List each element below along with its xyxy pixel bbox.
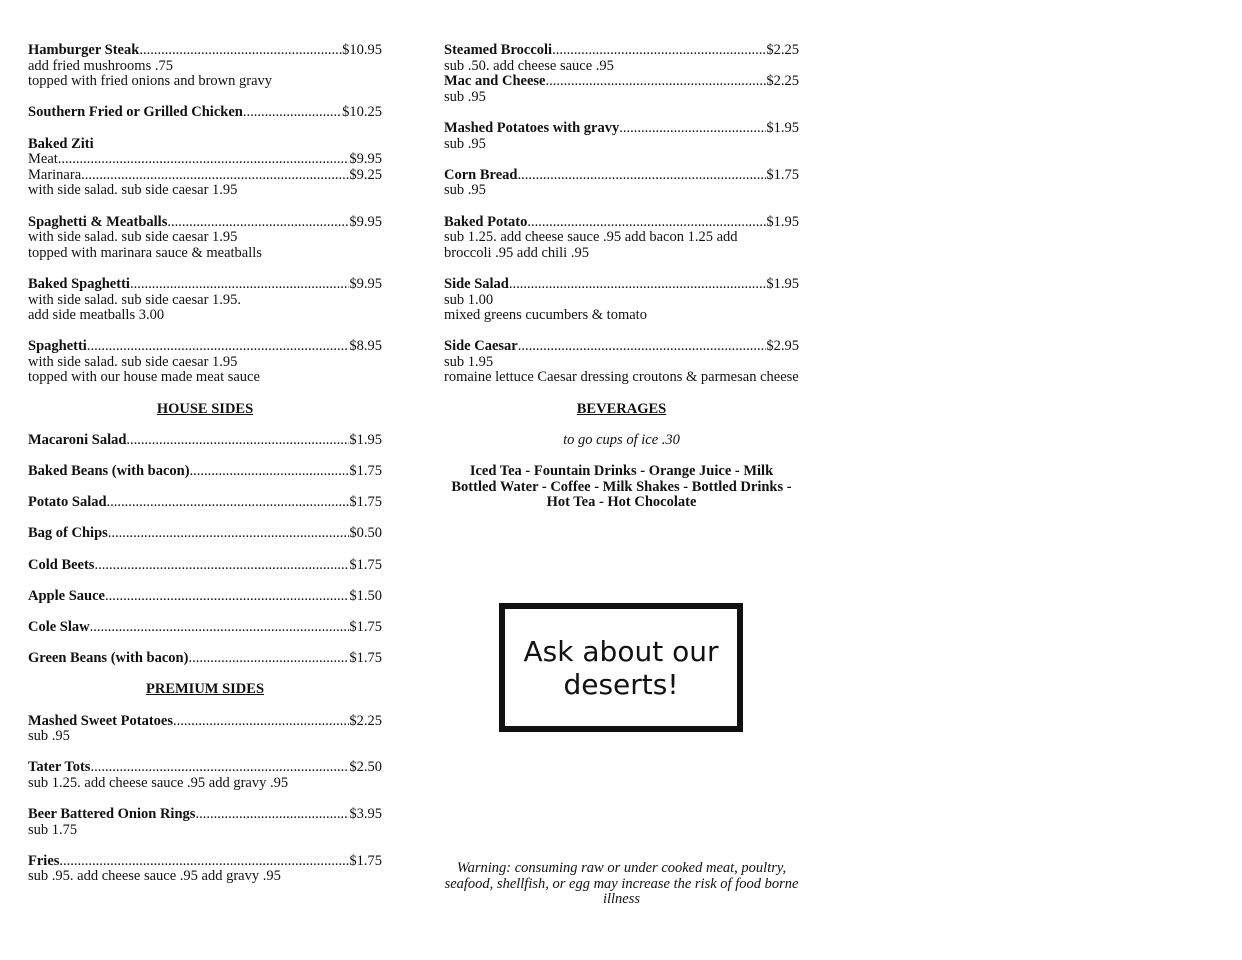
side-mashed-potatoes bbox=[444, 121, 799, 152]
dot-leader bbox=[188, 651, 349, 667]
item-note: mixed greens cucumbers & tomato bbox=[444, 307, 647, 324]
item-note: sub .95. add cheese sauce .95 add gravy .95 bbox=[28, 868, 281, 885]
side-green-beans bbox=[28, 651, 382, 667]
item-price: $1.75 bbox=[349, 556, 382, 573]
dot-leader bbox=[509, 277, 767, 293]
item-price: $1.75 bbox=[349, 650, 382, 667]
side-steamed-broccoli bbox=[444, 43, 799, 74]
item-price: $2.25 bbox=[766, 73, 799, 90]
side-mashed-sweet-potatoes bbox=[28, 714, 382, 745]
item-price: $0.50 bbox=[349, 525, 382, 542]
left-menu-column bbox=[28, 43, 382, 901]
item-price: $1.95 bbox=[766, 275, 799, 292]
item-name: Beer Battered Onion Rings bbox=[28, 806, 196, 823]
desert-callout-box bbox=[499, 603, 743, 732]
item-name: Spaghetti bbox=[28, 338, 87, 355]
item-price: $2.95 bbox=[766, 338, 799, 355]
item-price: $1.50 bbox=[349, 587, 382, 604]
dot-leader bbox=[58, 152, 350, 168]
beverages-list: Iced Tea - Fountain Drinks - Orange Juice - Milk Bottled Water - Coffee - Milk Shakes - Bottled Drinks - Hot Tea - Hot Chocolate bbox=[451, 463, 792, 511]
item-name: Baked Ziti bbox=[28, 135, 94, 152]
item-price: $8.95 bbox=[349, 338, 382, 355]
food-safety-warning: Warning: consuming raw or under cooked meat, poultry, seafood, shellfish, or egg may increase the risk of food borne illness bbox=[444, 860, 799, 908]
item-note: with side salad. sub side caesar 1.95 bbox=[28, 182, 238, 199]
item-note: sub .95 bbox=[444, 182, 486, 199]
item-name: Baked Potato bbox=[444, 213, 528, 230]
item-price: $1.95 bbox=[349, 431, 382, 448]
item-name: Fries bbox=[28, 852, 60, 869]
item-note: sub .95 bbox=[444, 135, 486, 152]
menu-item-baked-spaghetti bbox=[28, 277, 382, 324]
side-fries bbox=[28, 854, 382, 885]
side-cole-slaw bbox=[28, 620, 382, 636]
item-price: $1.75 bbox=[349, 463, 382, 480]
item-name: Apple Sauce bbox=[28, 587, 105, 604]
dot-leader bbox=[87, 339, 350, 355]
item-name: Green Beans (with bacon) bbox=[28, 650, 189, 667]
item-note: sub 1.25. add cheese sauce .95 add bacon 1.25 add broccoli .95 add chili .95 bbox=[444, 229, 738, 261]
item-price: $1.75 bbox=[349, 618, 382, 635]
item-name: Mashed Potatoes with gravy bbox=[444, 119, 620, 136]
dot-leader bbox=[126, 433, 349, 449]
dot-leader bbox=[527, 215, 766, 231]
item-note: sub 1.75 bbox=[28, 821, 78, 838]
item-name: Spaghetti & Meatballs bbox=[28, 213, 168, 230]
item-name: Steamed Broccoli bbox=[444, 42, 553, 58]
dot-leader bbox=[173, 714, 349, 730]
menu-item-spaghetti bbox=[28, 339, 382, 386]
item-name: Hamburger Steak bbox=[28, 42, 140, 58]
item-price: $1.75 bbox=[349, 494, 382, 511]
item-price: $1.95 bbox=[766, 213, 799, 230]
item-note: sub 1.00 bbox=[444, 291, 494, 308]
side-corn-bread bbox=[444, 168, 799, 199]
item-price: $10.25 bbox=[342, 104, 382, 121]
item-note: with side salad. sub side caesar 1.95 bbox=[28, 353, 238, 370]
item-name: Mac and Cheese bbox=[444, 73, 546, 90]
side-potato-salad bbox=[28, 495, 382, 511]
menu-item-baked-ziti bbox=[28, 137, 382, 199]
item-price: $1.75 bbox=[349, 852, 382, 869]
dot-leader bbox=[552, 43, 766, 59]
side-baked-beans bbox=[28, 464, 382, 480]
side-tater-tots bbox=[28, 760, 382, 791]
item-name: Cold Beets bbox=[28, 556, 95, 573]
dot-leader bbox=[108, 526, 350, 542]
item-price: $9.95 bbox=[349, 275, 382, 292]
dot-leader bbox=[59, 854, 349, 870]
item-name: Side Caesar bbox=[444, 338, 518, 355]
item-note: add side meatballs 3.00 bbox=[28, 307, 165, 324]
item-note: with side salad. sub side caesar 1.95 bbox=[28, 229, 238, 246]
item-name: Cole Slaw bbox=[28, 618, 90, 635]
side-baked-potato bbox=[444, 215, 799, 262]
dot-leader bbox=[195, 807, 349, 823]
right-menu-column bbox=[444, 43, 799, 511]
item-price: $10.95 bbox=[342, 42, 382, 58]
option-label: Marinara bbox=[28, 166, 82, 183]
menu-item-chicken bbox=[28, 105, 382, 121]
menu-item-hamburger-steak bbox=[28, 43, 382, 90]
item-note: romaine lettuce Caesar dressing croutons & parmesan cheese bbox=[444, 369, 799, 386]
item-name: Mashed Sweet Potatoes bbox=[28, 712, 173, 729]
item-name: Side Salad bbox=[444, 275, 509, 292]
option-price: $9.95 bbox=[349, 151, 382, 168]
item-price: $1.75 bbox=[766, 166, 799, 183]
dot-leader bbox=[105, 589, 349, 605]
premium-sides-heading: PREMIUM SIDES bbox=[145, 681, 265, 698]
item-note: topped with our house made meat sauce bbox=[28, 369, 260, 386]
side-apple-sauce bbox=[28, 589, 382, 605]
dot-leader bbox=[243, 105, 342, 121]
dot-leader bbox=[518, 339, 767, 355]
dot-leader bbox=[130, 277, 349, 293]
item-price: $3.95 bbox=[349, 806, 382, 823]
item-name: Potato Salad bbox=[28, 494, 107, 511]
item-price: $2.25 bbox=[349, 712, 382, 729]
item-price: $2.50 bbox=[349, 759, 382, 776]
dot-leader bbox=[90, 620, 350, 636]
item-note: topped with fried onions and brown gravy bbox=[28, 73, 273, 90]
item-name: Bag of Chips bbox=[28, 525, 108, 542]
item-name: Southern Fried or Grilled Chicken bbox=[28, 104, 243, 121]
beverages-note: to go cups of ice .30 bbox=[563, 431, 680, 448]
dot-leader bbox=[81, 168, 349, 184]
item-note: add fried mushrooms .75 bbox=[28, 57, 173, 74]
option-label: Meat bbox=[28, 151, 58, 168]
dot-leader bbox=[167, 215, 349, 231]
item-note: sub 1.25. add cheese sauce .95 add gravy .95 bbox=[28, 774, 289, 791]
item-name: Corn Bread bbox=[444, 166, 518, 183]
dot-leader bbox=[517, 168, 766, 184]
dot-leader bbox=[139, 43, 342, 59]
house-sides-heading: HOUSE SIDES bbox=[156, 400, 254, 417]
side-mac-and-cheese bbox=[444, 74, 799, 105]
item-price: $1.95 bbox=[766, 119, 799, 136]
side-cold-beets bbox=[28, 558, 382, 574]
item-price: $2.25 bbox=[766, 42, 799, 58]
item-name: Macaroni Salad bbox=[28, 431, 127, 448]
dot-leader bbox=[190, 464, 350, 480]
side-bag-of-chips bbox=[28, 526, 382, 542]
item-name: Tater Tots bbox=[28, 759, 91, 776]
dot-leader bbox=[94, 558, 349, 574]
dot-leader bbox=[619, 121, 766, 137]
side-side-salad bbox=[444, 277, 799, 324]
item-note: topped with marinara sauce & meatballs bbox=[28, 244, 262, 261]
dot-leader bbox=[107, 495, 350, 511]
item-note: with side salad. sub side caesar 1.95. bbox=[28, 291, 242, 308]
side-onion-rings bbox=[28, 807, 382, 838]
side-macaroni-salad bbox=[28, 433, 382, 449]
item-note: sub .95 bbox=[28, 728, 70, 745]
item-note: sub 1.95 bbox=[444, 353, 494, 370]
beverages-heading: BEVERAGES bbox=[576, 400, 667, 417]
menu-item-spaghetti-meatballs bbox=[28, 215, 382, 262]
side-side-caesar bbox=[444, 339, 799, 386]
item-note: sub .95 bbox=[444, 88, 486, 105]
desert-callout-text: Ask about our deserts! bbox=[523, 634, 719, 701]
item-note: sub .50. add cheese sauce .95 bbox=[444, 57, 614, 74]
dot-leader bbox=[90, 760, 349, 776]
item-price: $9.95 bbox=[349, 213, 382, 230]
item-name: Baked Beans (with bacon) bbox=[28, 463, 190, 480]
option-price: $9.25 bbox=[349, 166, 382, 183]
dot-leader bbox=[546, 74, 767, 90]
item-name: Baked Spaghetti bbox=[28, 275, 130, 292]
